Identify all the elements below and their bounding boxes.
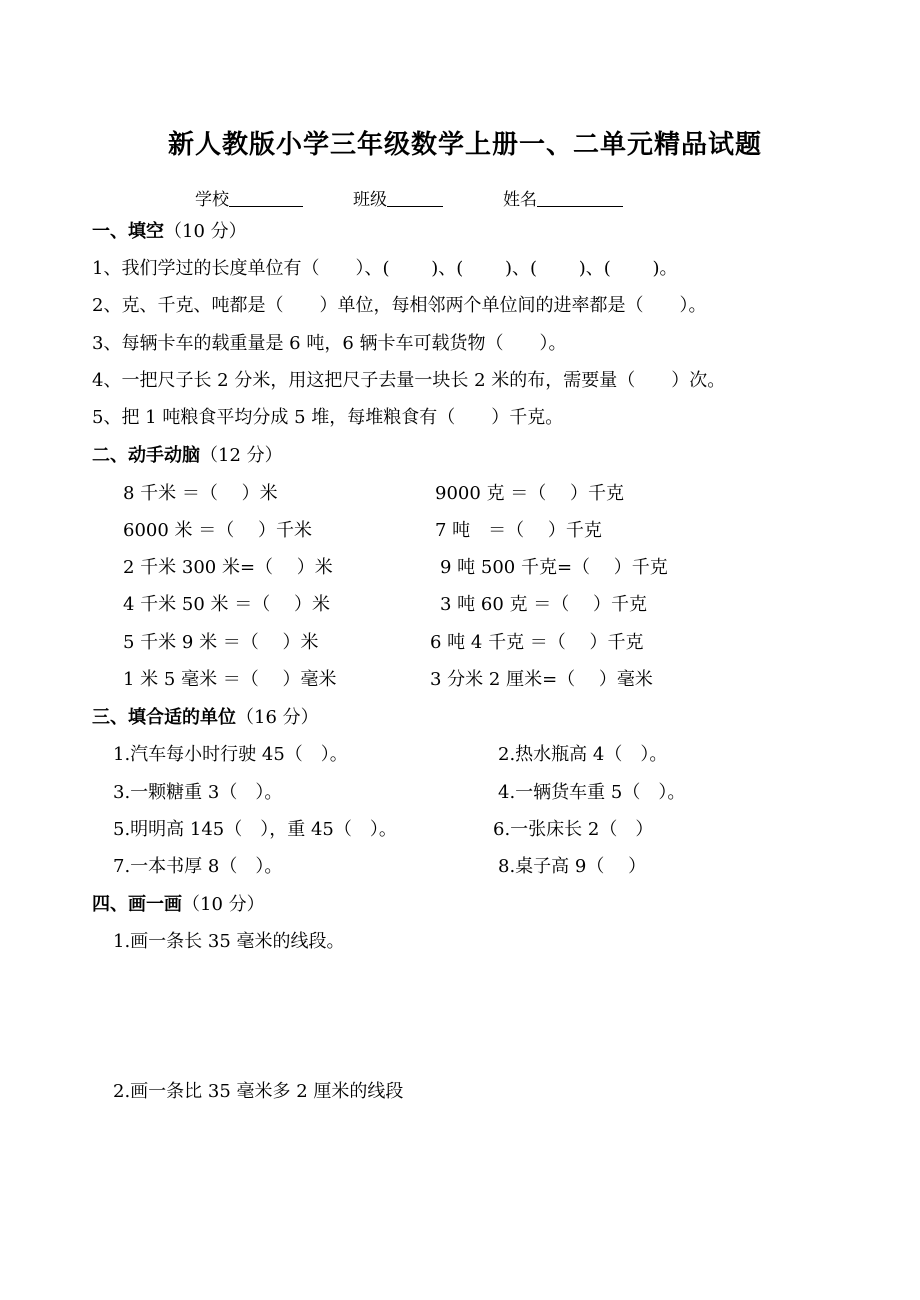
class-field: [353, 185, 443, 210]
unit-question-1: 1.汽车每小时行驶 45（ ）。: [113, 744, 348, 765]
school-label: 学校: [195, 190, 229, 210]
school-field: [195, 185, 303, 210]
section-3-points: （16 分）: [236, 707, 319, 728]
conversion-left-2: 6000 米 ＝（ ）千米: [123, 520, 312, 541]
unit-question-8: 8.桌子高 9（ ）: [498, 856, 647, 877]
conversion-right-5: 6 吨 4 千克 ＝（ ）千克: [430, 632, 644, 653]
conversion-right-2: 7 吨 ＝（ ）千克: [435, 520, 602, 541]
conversion-right-6: 3 分米 2 厘米=（ ）毫米: [430, 669, 653, 690]
section-2-heading: [92, 444, 283, 468]
conversion-left-6: 1 米 5 毫米 ＝（ ）毫米: [123, 669, 337, 690]
unit-question-7: 7.一本书厚 8（ ）。: [113, 856, 283, 877]
fill-question-2: 2、克、千克、吨都是（ ）单位，每相邻两个单位间的进率都是（ ）。: [92, 295, 707, 316]
conversion-left-1: 8 千米 ＝（ ）米: [123, 483, 278, 504]
conversion-right-4: 3 吨 60 克 ＝（ ）千克: [440, 594, 647, 615]
conversion-left-3: 2 千米 300 米=（ ）米: [123, 557, 333, 578]
conversion-right-3: 9 吨 500 千克=（ ）千克: [440, 557, 668, 578]
fill-question-5: 5、把 1 吨粮食平均分成 5 堆，每堆粮食有（ ）千克。: [92, 407, 564, 428]
section-4-title: 四、画一画: [92, 894, 182, 915]
section-3-heading: [92, 706, 319, 730]
unit-question-6: 6.一张床长 2（ ）: [493, 819, 654, 840]
school-blank[interactable]: [229, 188, 303, 207]
conversion-left-4: 4 千米 50 米 ＝（ ）米: [123, 594, 330, 615]
fill-question-4: 4、一把尺子长 2 分米，用这把尺子去量一块长 2 米的布，需要量（ ）次。: [92, 370, 726, 391]
unit-question-5: 5.明明高 145（ ），重 45（ ）。: [113, 819, 397, 840]
class-label: 班级: [353, 190, 387, 210]
name-field: [503, 185, 623, 210]
conversion-left-5: 5 千米 9 米 ＝（ ）米: [123, 632, 319, 653]
name-blank[interactable]: [537, 188, 623, 207]
fill-question-1: 1、我们学过的长度单位有（ ）、( )、( )、( )、( )。: [92, 258, 678, 279]
section-2-title: 二、动手动脑: [92, 445, 200, 466]
name-label: 姓名: [503, 190, 537, 210]
unit-question-4: 4.一辆货车重 5（ ）。: [498, 782, 686, 803]
unit-question-3: 3.一颗糖重 3（ ）。: [113, 782, 283, 803]
fill-question-3: 3、每辆卡车的载重量是 6 吨，6 辆卡车可载货物（ ）。: [92, 333, 567, 354]
page-title: 新人教版小学三年级数学上册一、二单元精品试题: [167, 130, 762, 160]
section-1-points: （10 分）: [164, 221, 247, 242]
class-blank[interactable]: [387, 188, 443, 207]
section-4-heading: [92, 893, 265, 917]
conversion-right-1: 9000 克 ＝（ ）千克: [435, 483, 624, 504]
section-1-title: 一、填空: [92, 221, 164, 242]
section-4-points: （10 分）: [182, 894, 265, 915]
draw-question-2: 2.画一条比 35 毫米多 2 厘米的线段: [113, 1081, 404, 1102]
section-3-title: 三、填合适的单位: [92, 707, 236, 728]
section-2-points: （12 分）: [200, 445, 283, 466]
unit-question-2: 2.热水瓶高 4（ ）。: [498, 744, 668, 765]
draw-question-1: 1.画一条长 35 毫米的线段。: [113, 931, 345, 952]
section-1-heading: [92, 220, 247, 244]
